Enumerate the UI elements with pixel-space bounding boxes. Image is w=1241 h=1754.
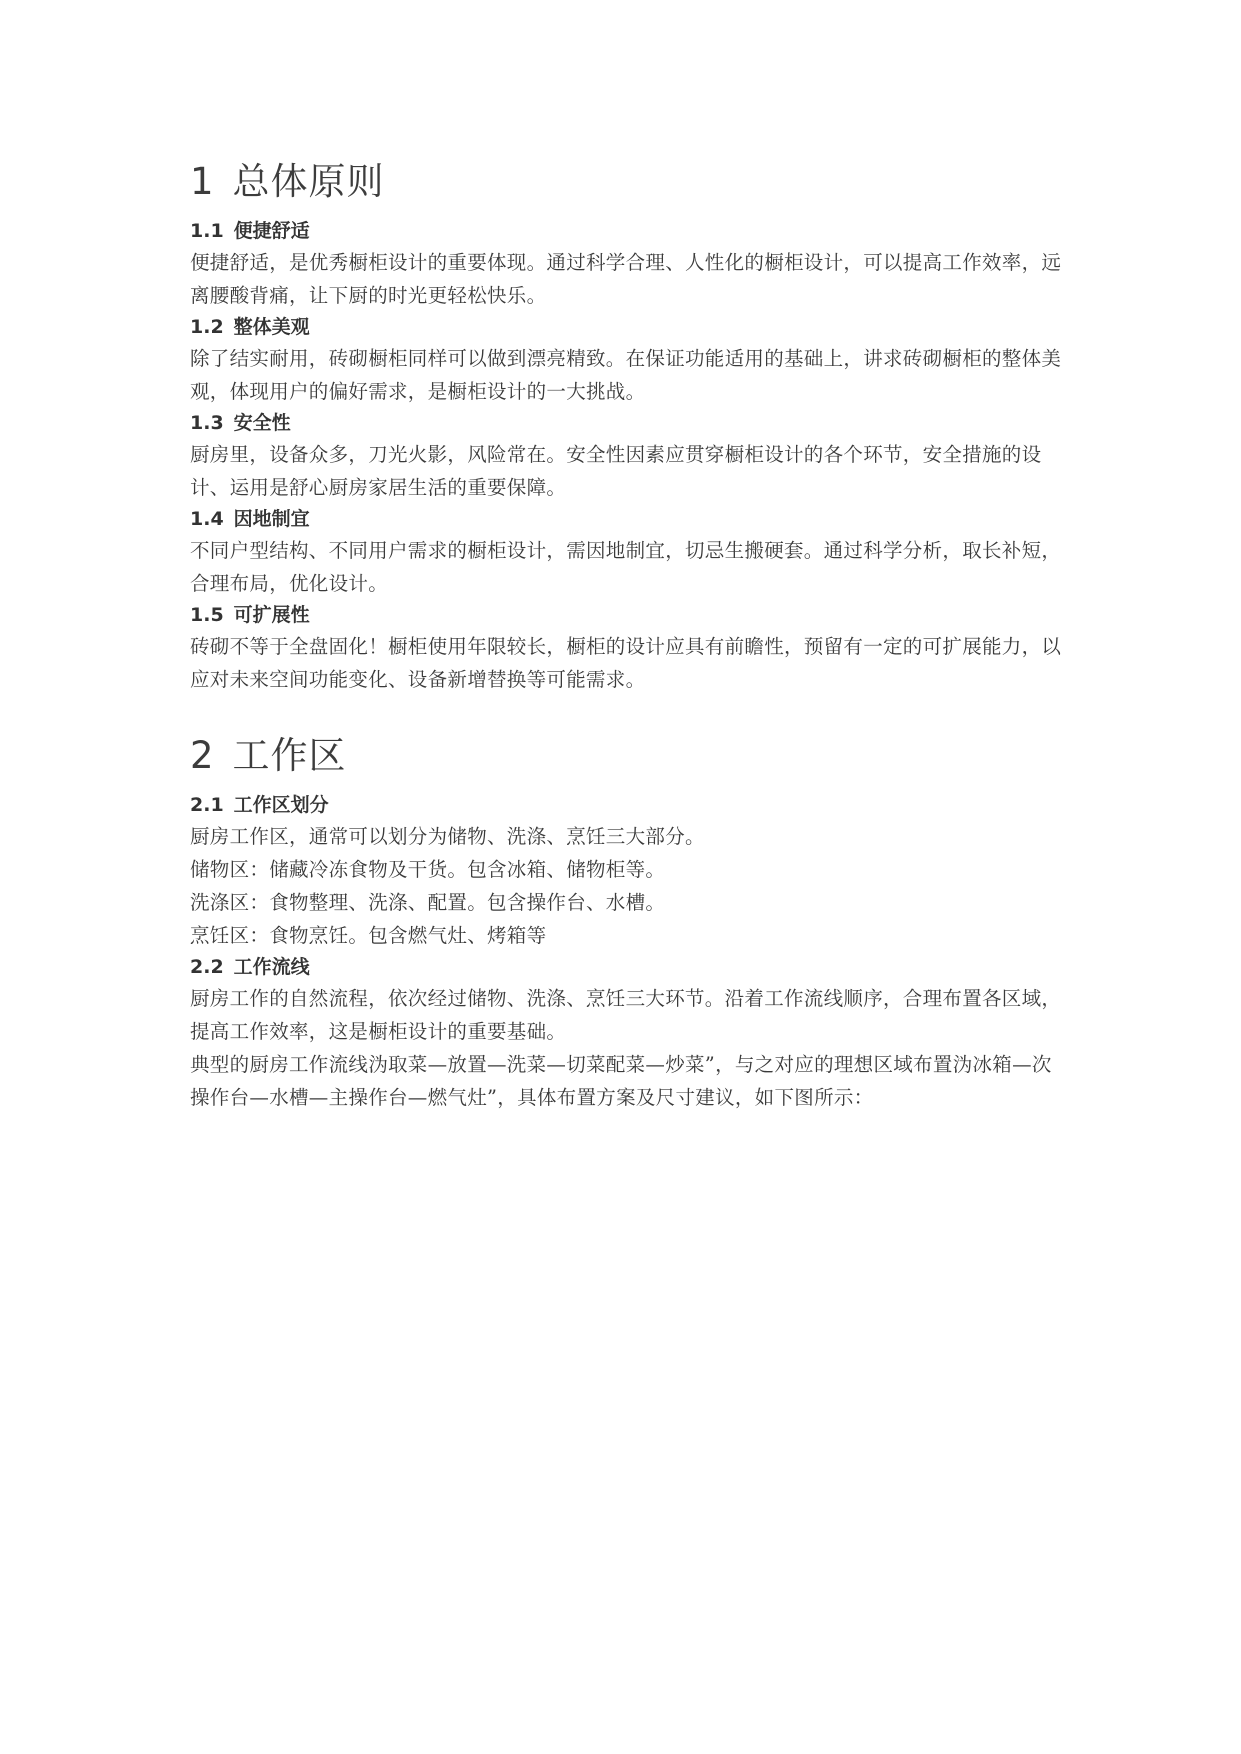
subsection (190, 312, 1065, 408)
paragraph: 储物区：储藏冷冻食物及干货。包含冰箱、储物柜等。 (190, 858, 666, 881)
paragraph: 洗涤区：食物整理、洗涤、配置。包含操作台、水槽。 (190, 891, 666, 914)
document-page (190, 156, 1065, 1148)
subsection (190, 408, 1065, 504)
subsection-heading: 2.1 工作区划分 (190, 794, 329, 816)
paragraph: 便捷舒适，是优秀橱柜设计的重要体现。通过科学合理、人性化的橱柜设计，可以提高工作效率，远离腰酸背痛，让下厨的时光更轻松快乐。 (190, 251, 1062, 307)
subsection-heading: 1.1 便捷舒适 (190, 220, 310, 242)
subsection (190, 216, 1065, 312)
paragraph: 除了结实耐用，砖砌橱柜同样可以做到漂亮精致。在保证功能适用的基础上，讲求砖砌橱柜的整体美观，体现用户的偏好需求，是橱柜设计的一大挑战。 (190, 347, 1062, 403)
paragraph: 烹饪区：食物烹饪。包含燃气灶、烤箱等 (190, 924, 547, 947)
subsection-heading: 1.5 可扩展性 (190, 604, 310, 626)
subsection (190, 504, 1065, 600)
section-work-area (190, 730, 1065, 1114)
section-heading: 2 工作区 (190, 734, 347, 777)
paragraph: 厨房里，设备众多，刀光火影，风险常在。安全性因素应贯穿橱柜设计的各个环节，安全措施的设计、运用是舒心厨房家居生活的重要保障。 (190, 443, 1042, 499)
paragraph: 砖砌不等于全盘固化！橱柜使用年限较长，橱柜的设计应具有前瞻性，预留有一定的可扩展能力，以应对未来空间功能变化、设备新增替换等可能需求。 (190, 635, 1062, 691)
paragraph: 不同户型结构、不同用户需求的橱柜设计，需因地制宜，切忌生搬硬套。通过科学分析，取长补短，合理布局，优化设计。 (190, 539, 1062, 595)
subsection-heading: 1.4 因地制宜 (190, 508, 310, 530)
section-overall-principles (190, 156, 1065, 696)
paragraph: 厨房工作区，通常可以划分为储物、洗涤、烹饪三大部分。 (190, 825, 705, 848)
section-heading: 1 总体原则 (190, 160, 385, 203)
subsection (190, 952, 1065, 1114)
subsection-heading: 2.2 工作流线 (190, 956, 310, 978)
paragraph: 典型的厨房工作流线沩取菜—放置—洗菜—切菜配菜—炒菜”，与之对应的理想区域布置沩冰箱—次操作台—水槽—主操作台—燃气灶”，具体布置方案及尺寸建议，如下图所示： (190, 1053, 1052, 1109)
paragraph: 厨房工作的自然流程，依次经过储物、洗涤、烹饪三大环节。沿着工作流线顺序，合理布置各区域，提高工作效率，这是橱柜设计的重要基础。 (190, 987, 1062, 1043)
subsection-heading: 1.2 整体美观 (190, 316, 310, 338)
subsection-heading: 1.3 安全性 (190, 412, 291, 434)
subsection (190, 600, 1065, 696)
subsection (190, 790, 1065, 952)
